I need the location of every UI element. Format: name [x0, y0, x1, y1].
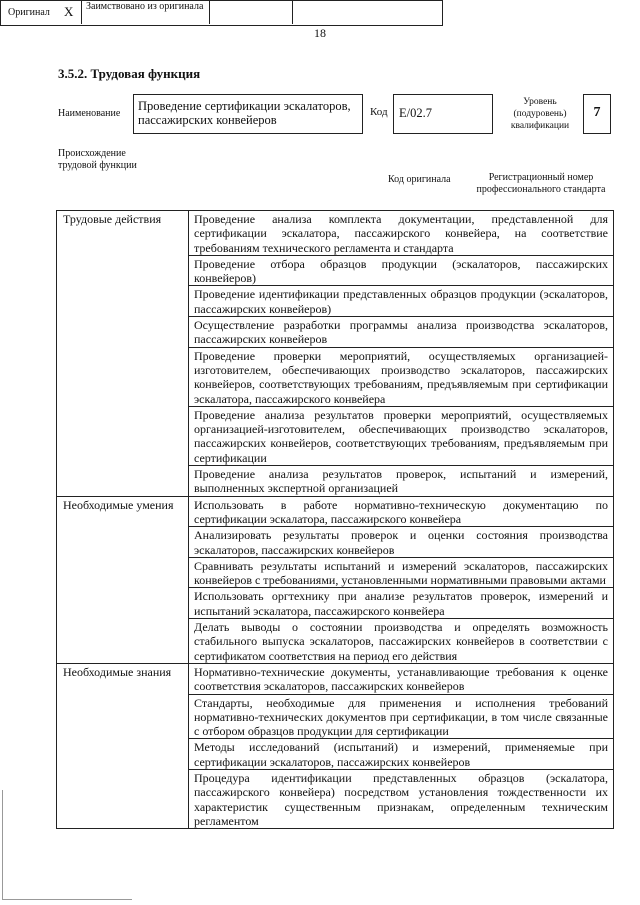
code-value: E/02.7: [393, 94, 493, 134]
level-label: Уровень (подуровень) квалификации: [510, 97, 570, 131]
list-item: Проведение отбора образцов продукции (эскалаторов, пассажирских конвейеров): [189, 255, 614, 286]
requirements-table: [56, 210, 614, 829]
original-cell: [0, 0, 82, 24]
list-item: Сравнивать результаты испытаний и измерений эскалаторов, пассажирских конвейеров с требованиями, установленными нормативными правовыми актами: [189, 557, 614, 588]
category-knowledge: Необходимые знания: [57, 663, 189, 828]
list-item: Использовать в работе нормативно-техническую документацию по сертификации эскалатора, пассажирского конвейера: [189, 496, 614, 527]
reg-number-label: Регистрационный номер профессионального стандарта: [476, 172, 606, 195]
list-item: Делать выводы о состоянии производства и определять возможность стабильного выпуска эскалаторов, пассажирских конвейеров в соответствии с сертификатом соответствия на период его действия: [189, 619, 614, 664]
origin-table: [0, 0, 443, 26]
list-item: Проведение анализа комплекта документации, представленной для сертификации эскалатора, пассажирского конвейера, на соответствие требованиям технического регламента и стандарта: [189, 211, 614, 256]
category-labor-actions: Трудовые действия: [57, 211, 189, 497]
page-number: 18: [314, 26, 326, 40]
table-row: [57, 663, 614, 694]
category-skills: Необходимые умения: [57, 496, 189, 663]
list-item: Проведение анализа результатов проверки мероприятий, осуществляемых организацией-изготовителем, обеспечивающих производство эскалаторов, пассажирских конвейеров, соответствующих требованиям, предъявляемым при сертификации: [189, 406, 614, 465]
scan-edge-line: [2, 790, 3, 900]
code-original-label: Код оригинала: [388, 174, 451, 185]
borrowed-cell: [82, 0, 210, 24]
list-item: Проведение анализа результатов проверок, испытаний и измерений, выполненных экспертной организацией: [189, 466, 614, 497]
list-item: Стандарты, необходимые для применения и исполнения требований нормативно-технических документов при сертификации, в том числе связанные с отбором образцов продукции для сертификации: [189, 694, 614, 739]
original-label: Оригинал: [8, 7, 50, 18]
list-item: Нормативно-технические документы, устанавливающие требования к оценке соответствия эскалаторов, пассажирских конвейеров: [189, 663, 614, 694]
list-item: Использовать оргтехнику при анализе результатов проверок, измерений и испытаний эскалатора, пассажирского конвейера: [189, 588, 614, 619]
list-item: Осуществление разработки программы анализа производства эскалаторов, пассажирских конвейеров: [189, 317, 614, 348]
name-label: Наименование: [58, 108, 121, 119]
list-item: Проведение проверки мероприятий, осуществляемых организацией-изготовителем, обеспечивающих производство эскалаторов, пассажирских конвейеров, соответствующих требованиям, предъявляемым при сертификации эскалатора, пассажирского конвейера: [189, 347, 614, 406]
table-row: [57, 211, 614, 256]
table-row: [57, 496, 614, 527]
list-item: Проведение идентификации представленных образцов продукции (эскалаторов, пассажирских конвейеров): [189, 286, 614, 317]
origin-label: Происхождение трудовой функции: [58, 148, 137, 171]
borrowed-label: Заимствовано из оригинала: [86, 1, 204, 12]
list-item: Процедура идентификации представленных образцов (эскалатора, пассажирского конвейера) посредством установления тождественности их характеристик существенным признакам, определенным техническим регламентом: [189, 769, 614, 828]
scan-bottom-line: [2, 899, 132, 900]
code-original-cell: [210, 0, 293, 24]
code-label: Код: [370, 106, 388, 118]
name-value: Проведение сертификации эскалаторов, пассажирских конвейеров: [133, 94, 363, 134]
list-item: Анализировать результаты проверок и оценки состояния производства эскалаторов, пассажирских конвейеров: [189, 527, 614, 558]
level-value: 7: [583, 94, 611, 134]
section-title: 3.5.2. Трудовая функция: [58, 66, 201, 81]
original-mark: X: [64, 4, 74, 19]
reg-number-cell: [293, 0, 441, 24]
list-item: Методы исследований (испытаний) и измерений, применяемые при сертификации эскалаторов, пассажирских конвейеров: [189, 739, 614, 770]
